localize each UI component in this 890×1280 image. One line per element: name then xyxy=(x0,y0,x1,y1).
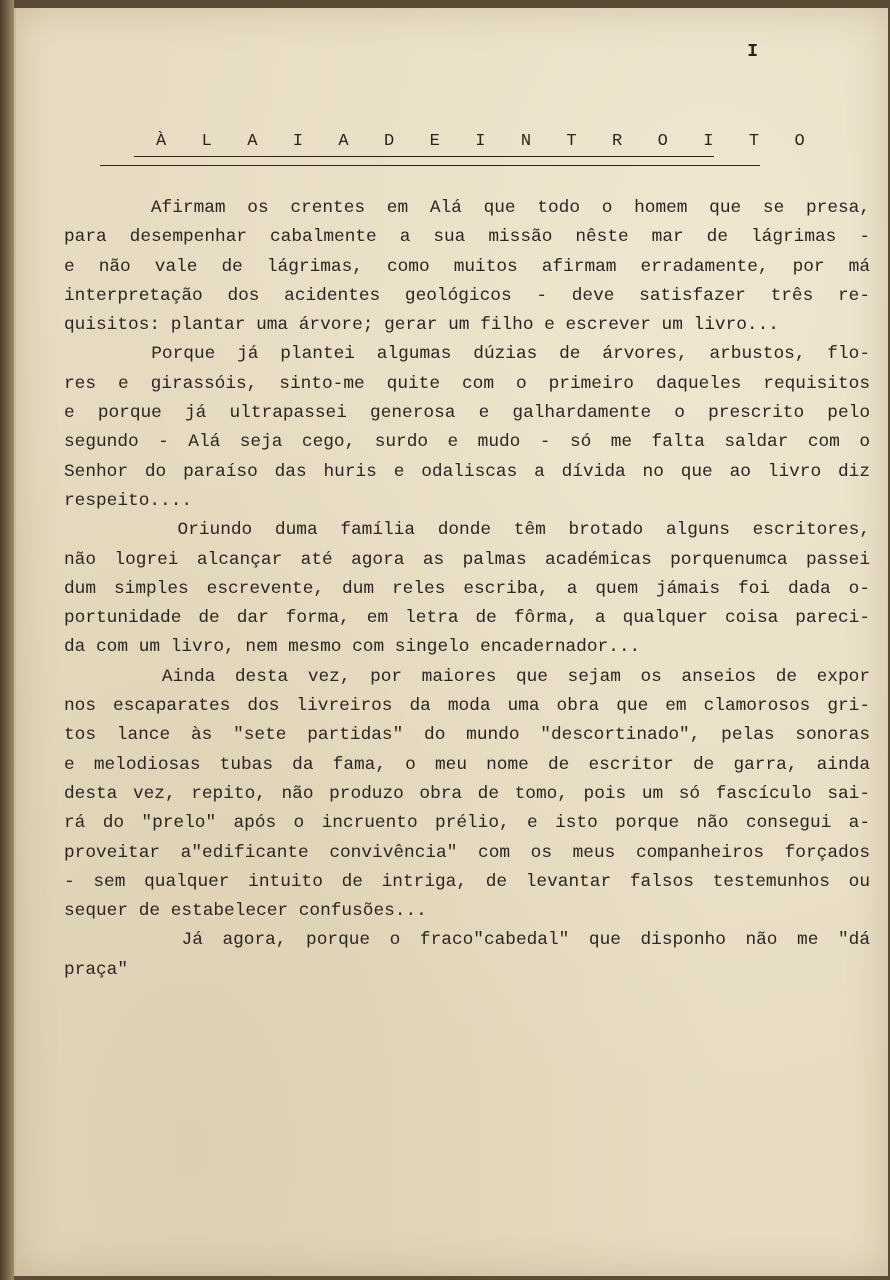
typewritten-page xyxy=(14,8,888,1276)
text-line: interpretação dos acidentes geológicos - deve satisfazer três re- xyxy=(64,285,870,306)
text-line: praça" xyxy=(64,959,129,980)
text-line: desta vez, repito, não produzo obra de tomo, pois um só fascículo sai- xyxy=(64,783,870,804)
text-line: não logrei alcançar até agora as palmas académicas porquenumca passei xyxy=(64,549,870,570)
text-line: portunidade de dar forma, em letra de fôrma, a qualquer coisa pareci- xyxy=(64,608,870,629)
title-underline-double xyxy=(100,165,760,166)
text-line: dum simples escrevente, dum reles escriba, a quem jámais foi dada o- xyxy=(64,578,870,599)
text-line: nos escaparates dos livreiros da moda uma obra que em clamorosos gri- xyxy=(64,696,870,717)
text-line: - sem qualquer intuito de intriga, de levantar falsos testemunhos ou xyxy=(64,871,870,892)
text-line: Já agora, porque o fraco"cabedal" que disponho não me "dá xyxy=(64,930,870,951)
text-line: para desempenhar cabalmente a sua missão nêste mar de lágrimas - xyxy=(64,227,870,248)
binding-edge xyxy=(0,0,14,1280)
text-line: tos lance às "sete partidas" do mundo "descortinado", pelas sonoras xyxy=(64,725,870,746)
text-line: Porque já plantei algumas dúzias de árvores, arbustos, flo- xyxy=(64,344,870,365)
text-line: rá do "prelo" após o incruento prélio, e isto porque não consegui a- xyxy=(64,813,870,834)
text-line: Ainda desta vez, por maiores que sejam os anseios de expor xyxy=(64,666,870,687)
text-line: res e girassóis, sinto-me quite com o primeiro daqueles requisitos xyxy=(64,373,870,394)
text-line: Oriundo duma família donde têm brotado alguns escritores, xyxy=(64,520,870,541)
page-title: À L A I A D E I N T R O I T O xyxy=(156,132,818,151)
text-line: Afirmam os crentes em Alá que todo o homem que se presa, xyxy=(64,198,870,218)
text-line: e melodiosas tubas da fama, o meu nome de escritor de garra, ainda xyxy=(64,754,870,775)
body-text xyxy=(64,194,870,985)
text-line: respeito.... xyxy=(64,490,193,511)
text-line: proveitar a"edificante convivência" com os meus companheiros forçados xyxy=(64,842,870,863)
text-line: quisitos: plantar uma árvore; gerar um filho e escrever um livro... xyxy=(64,315,779,336)
text-line: segundo - Alá seja cego, surdo e mudo - só me falta saldar com o xyxy=(64,432,870,453)
text-line: e porque já ultrapassei generosa e galhardamente o prescrito pelo xyxy=(64,403,870,424)
text-line: sequer de estabelecer confusões... xyxy=(64,901,427,922)
page-number: I xyxy=(747,42,758,62)
title-underline xyxy=(134,156,714,157)
text-line: da com um livro, nem mesmo com singelo encadernador... xyxy=(64,637,641,658)
text-line: e não vale de lágrimas, como muitos afirmam erradamente, por má xyxy=(64,256,870,277)
text-line: Senhor do paraíso das huris e odaliscas a dívida no que ao livro diz xyxy=(64,461,870,482)
